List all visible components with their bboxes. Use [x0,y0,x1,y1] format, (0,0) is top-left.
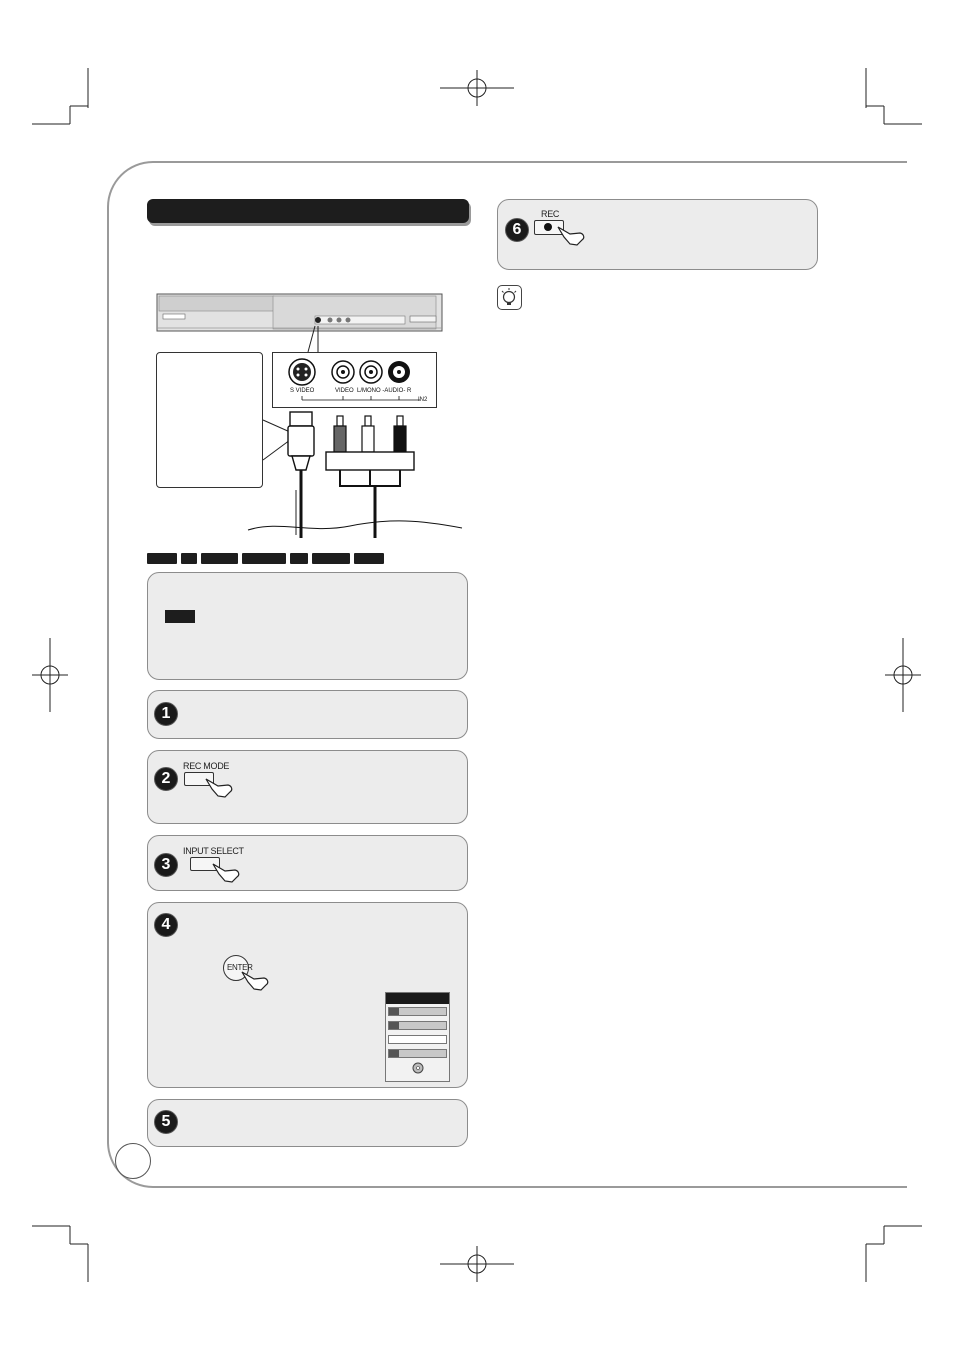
on-screen-menu-item [388,1007,447,1016]
disc-tab [181,553,197,564]
step-5-box [147,1099,468,1147]
step-number: 4 [154,913,178,937]
pointing-hand-icon [204,777,234,799]
preparation-box [147,572,468,680]
jack-graphics [272,352,437,408]
step-1-box [147,690,468,739]
s-video-jack-label: S VIDEO [290,388,315,394]
disc-tab [242,553,286,564]
audio-jack-label: L/MONO -AUDIO- R [357,388,412,394]
on-screen-menu-header [386,993,449,1004]
page-number-circle [115,1143,151,1179]
step-number: 2 [154,767,178,791]
disc-tab [201,553,238,564]
record-dot-icon [544,223,552,231]
preparation-badge [165,610,195,623]
pointing-hand-icon [211,862,241,884]
step-number: 5 [154,1110,178,1134]
disc-tab [312,553,350,564]
disc-tab [290,553,308,564]
section-title-bar [147,199,469,223]
rec-mode-button-label: REC MODE [183,761,230,771]
cable-plugs [240,408,470,538]
lightbulb-icon [497,285,522,310]
on-screen-menu-item [388,1021,447,1030]
on-screen-menu [385,992,450,1082]
input-select-button-label: INPUT SELECT [183,846,244,856]
pointing-hand-icon [240,970,270,992]
input-label: IN2 [418,397,428,403]
pointing-hand-icon [556,225,586,247]
disc-icon [412,1062,426,1074]
rec-button-label: REC [541,209,560,219]
video-jack-label: VIDEO [335,388,354,394]
enter-button-label: ENTER [227,963,253,972]
step-number: 1 [154,702,178,726]
step-number: 3 [154,853,178,877]
disc-tab [354,553,384,564]
step-number: 6 [505,218,529,242]
disc-tab [147,553,177,564]
on-screen-menu-item [388,1049,447,1058]
on-screen-menu-item-selected [388,1035,447,1044]
